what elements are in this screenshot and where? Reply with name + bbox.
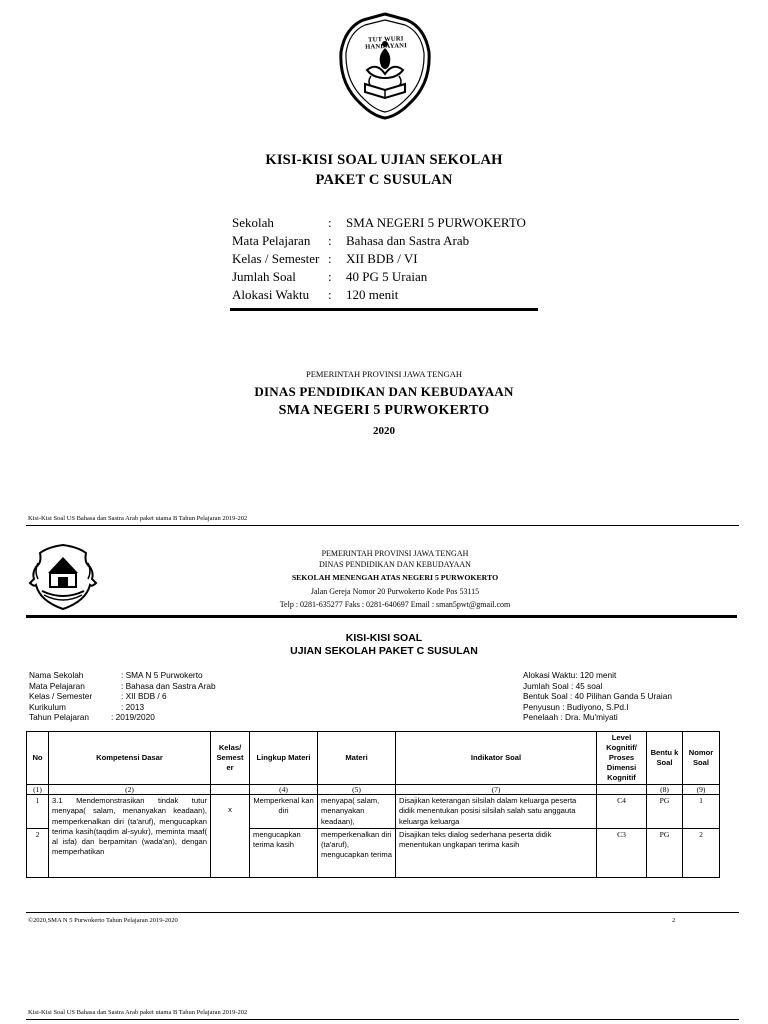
meta-value: : 2013 (121, 701, 145, 712)
index-cell: (2) (49, 785, 211, 795)
header-kelas-semester: Kelas/ Semest er (211, 732, 250, 785)
header-level-kognitif: Level Kognitif/ Proses Dimensi Kognitif (597, 732, 647, 785)
meta-nama-sekolah (29, 670, 289, 681)
header-rule-page3 (26, 1019, 739, 1020)
meta-key: Tahun Pelajaran (29, 712, 89, 722)
header-kompetensi-dasar: Kompetensi Dasar (49, 732, 211, 785)
table-header-row (27, 732, 720, 785)
letterhead-contact: Telp : 0281-635277 Faks : 0281-640697 Email : sman5pwt@gmail.com (279, 600, 511, 609)
letterhead-rule (26, 615, 737, 618)
meta-key: Kurikulum (29, 701, 66, 712)
meta-left (29, 670, 289, 723)
meta-jumlah-soal: Jumlah Soal : 45 soal (523, 680, 603, 691)
header-materi: Materi (318, 732, 396, 785)
info-value: 120 menit (346, 287, 399, 302)
cell-materi: memperkenalkan diri (ta'aruf), mengucapkan terima (318, 828, 396, 877)
info-row-sekolah (232, 214, 526, 232)
meta-penelaah: Penelaah : Dra. Mu'miyati (523, 712, 618, 722)
meta-key: Mata Pelajaran (29, 680, 85, 691)
cell-indikator: Disajikan keterangan silsilah dalam keluarga peserta didik menentukan posisi silsilah salah satu anggauta keluarga keluarga (396, 795, 597, 829)
cell-nomor: 1 (683, 795, 720, 829)
meta-key: Kelas / Semester (29, 691, 93, 701)
cell-bentuk: PG (647, 828, 683, 877)
info-colon: : (328, 233, 332, 248)
cell-lingkup: Memperkenal kan diri (250, 795, 318, 829)
cell-level: C3 (597, 828, 647, 877)
info-row-jumlah-soal (232, 268, 427, 286)
meta-tahun-pelajaran (29, 712, 289, 723)
meta-kurikulum (29, 702, 289, 713)
index-cell (211, 785, 250, 795)
info-value: XII BDB / VI (346, 251, 418, 266)
info-colon: : (328, 251, 332, 266)
index-cell: (9) (683, 785, 720, 795)
info-colon: : (328, 215, 332, 230)
meta-bentuk-soal: Bentuk Soal : 40 Pilihan Ganda 5 Uraian (523, 691, 672, 701)
footer-page-number: 2 (672, 917, 676, 924)
cover-title-line2: PAKET C SUSULAN (315, 172, 453, 188)
info-label: Kelas / Semester (232, 251, 320, 266)
central-java-crest (28, 543, 98, 611)
meta-value: : SMA N 5 Purwokerto (121, 670, 203, 680)
header-bentuk-soal: Bentu k Soal (647, 732, 683, 785)
cell-kelas (211, 828, 250, 877)
index-cell (597, 785, 647, 795)
cell-materi: menyapa( salam, menanyakan keadaan), (318, 795, 396, 829)
index-cell: (5) (318, 785, 396, 795)
kisi-kisi-table (26, 731, 720, 878)
central-java-crest-icon (28, 543, 98, 611)
cover-school: SMA NEGERI 5 PURWOKERTO (278, 403, 490, 418)
cover-divider (230, 308, 538, 311)
index-cell: (8) (647, 785, 683, 795)
cell-lingkup: mengucapkan terima kasih (250, 828, 318, 877)
cell-bentuk: PG (647, 795, 683, 829)
meta-penyusun: Penyusun : Budiyono, S.Pd.I (523, 701, 629, 712)
cover-government: PEMERINTAH PROVINSI JAWA TENGAH (306, 369, 462, 379)
meta-alokasi-waktu: Alokasi Waktu: 120 menit (523, 670, 617, 680)
cell-kompetensi-dasar: 3.1 Mendemonstrasikan tindak tutur menyapa( salam, menanyakan keadaan), memperkenalkan diri (ta'aruf), mengucapkan terima kasih(taqdim al-syukr), meminta maaf( al isfa) dan berpamitan (wada'an), dengan memperhatikan (49, 795, 211, 878)
index-cell: (7) (396, 785, 597, 795)
info-colon: : (328, 287, 332, 302)
cell-indikator: Disajikan teks dialog sederhana peserta didik menentukan ungkapan terima kasih (396, 828, 597, 877)
meta-key: Nama Sekolah (29, 670, 84, 680)
page2-subtitle: UJIAN SEKOLAH PAKET C SUSULAN (290, 645, 478, 657)
info-label: Jumlah Soal (232, 269, 296, 284)
footer-copyright: ©2020,SMA N 5 Purwokerto Tahun Pelajaran 2019-2020 (28, 917, 178, 924)
info-value: 40 PG 5 Uraian (346, 269, 428, 284)
cell-no: 2 (27, 828, 49, 877)
table-row (27, 795, 720, 829)
cell-kelas: x (211, 795, 250, 829)
table-index-row (27, 785, 720, 795)
page2-title: KISI-KISI SOAL (345, 632, 423, 644)
running-header-page3: Kisi-Kisi Soal US Bahasa dan Sastra Arab paket utama B Tahun Pelajaran 2019-202 (28, 1009, 248, 1016)
header-no: No (27, 732, 49, 785)
meta-value: : 2019/2020 (111, 712, 155, 722)
cover-title-line1: KISI-KISI SOAL UJIAN SEKOLAH (265, 152, 503, 168)
footer-rule (26, 912, 739, 913)
meta-mata-pelajaran (29, 681, 289, 692)
info-label: Alokasi Waktu (232, 287, 310, 302)
header-lingkup-materi: Lingkup Materi (250, 732, 318, 785)
letterhead-address: Jalan Gereja Nomor 20 Purwokerto Kode Pos 53115 (310, 587, 480, 596)
info-value: Bahasa dan Sastra Arab (346, 233, 470, 248)
letterhead-school: SEKOLAH MENENGAH ATAS NEGERI 5 PURWOKERTO (291, 573, 499, 582)
info-colon: : (328, 269, 332, 284)
index-cell: (1) (27, 785, 49, 795)
tut-wuri-handayani-emblem-icon (337, 12, 433, 120)
logo-motto: TUT WURI HANDAYANI (365, 35, 408, 51)
info-value: SMA NEGERI 5 PURWOKERTO (346, 215, 526, 230)
header-rule (26, 525, 739, 526)
cover-year: 2020 (373, 425, 395, 437)
letterhead-line1: PEMERINTAH PROVINSI JAWA TENGAH (321, 549, 469, 558)
info-row-kelas-semester (232, 250, 418, 268)
meta-right (523, 670, 743, 723)
info-row-mata-pelajaran (232, 232, 469, 250)
running-header: Kisi-Kisi Soal US Bahasa dan Sastra Arab paket utama B Tahun Pelajaran 2019-202 (28, 515, 248, 522)
cell-no: 1 (27, 795, 49, 829)
header-indikator-soal: Indikator Soal (396, 732, 597, 785)
cell-nomor: 2 (683, 828, 720, 877)
info-row-alokasi-waktu (232, 286, 398, 304)
cell-level: C4 (597, 795, 647, 829)
info-label: Mata Pelajaran (232, 233, 311, 248)
letterhead-line2: DINAS PENDIDIKAN DAN KEBUDAYAAN (319, 560, 471, 569)
info-label: Sekolah (232, 215, 274, 230)
cover-dinas: DINAS PENDIDIKAN DAN KEBUDAYAAN (254, 384, 514, 399)
meta-value: : XII BDB / 6 (121, 691, 167, 701)
index-cell: (4) (250, 785, 318, 795)
meta-value: : Bahasa dan Sastra Arab (121, 680, 216, 691)
meta-kelas-semester (29, 691, 289, 702)
header-nomor-soal: Nomor Soal (683, 732, 720, 785)
tut-wuri-handayani-logo (337, 12, 433, 120)
